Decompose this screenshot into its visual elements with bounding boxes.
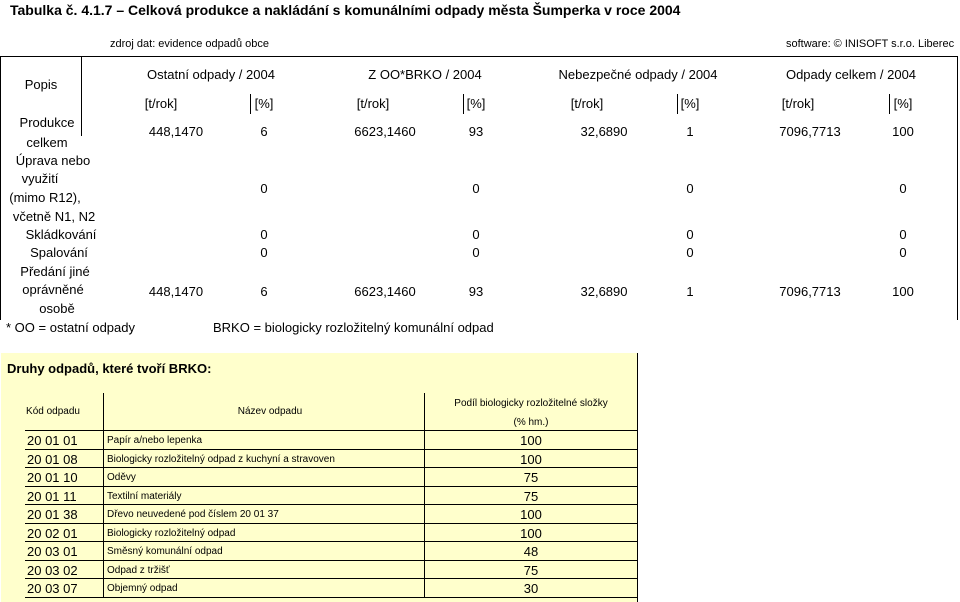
footnote-brko: BRKO = biologicky rozložitelný komunální odpad <box>213 320 494 335</box>
cell-value: 0 <box>472 181 480 196</box>
unit-divider <box>250 94 251 114</box>
grid-line <box>25 597 637 598</box>
row-label: Předání jiné <box>20 264 90 279</box>
waste-name: Papír a/nebo lepenka <box>107 435 203 446</box>
grid-line <box>25 523 637 524</box>
waste-share: 100 <box>520 526 542 541</box>
column-header-code: Kód odpadu <box>26 406 80 417</box>
group-header: Ostatní odpady / 2004 <box>147 67 275 82</box>
unit-header: [%] <box>466 96 486 111</box>
waste-share: 100 <box>520 507 542 522</box>
popis-divider <box>81 56 82 136</box>
waste-name: Textilní materiály <box>107 491 182 502</box>
waste-name: Objemný odpad <box>107 583 178 594</box>
unit-divider <box>677 94 678 114</box>
row-label: využití <box>21 171 59 186</box>
grid-line <box>25 467 637 468</box>
cell-value: 6623,1460 <box>354 284 416 299</box>
grid-line <box>103 393 104 597</box>
grid-line <box>25 560 637 561</box>
cell-value: 6 <box>260 284 268 299</box>
cell-value: 7096,7713 <box>779 124 841 139</box>
row-label: Spalování <box>30 245 88 260</box>
waste-code: 20 01 10 <box>27 470 78 485</box>
cell-value: 32,6890 <box>580 124 628 139</box>
group-header: Nebezpečné odpady / 2004 <box>558 67 718 82</box>
cell-value: 0 <box>899 245 907 260</box>
waste-code: 20 02 01 <box>27 526 78 541</box>
waste-share: 100 <box>520 433 542 448</box>
brko-title: Druhy odpadů, které tvoří BRKO: <box>7 361 212 376</box>
waste-code: 20 01 01 <box>27 433 78 448</box>
cell-value: 100 <box>892 284 914 299</box>
unit-header: [t/rok] <box>356 96 390 111</box>
column-header-name: Název odpadu <box>237 406 303 417</box>
waste-name: Směsný komunální odpad <box>107 546 223 557</box>
unit-header: [t/rok] <box>781 96 815 111</box>
column-header-share-unit: (% hm.) <box>513 417 549 428</box>
waste-code: 20 03 01 <box>27 544 78 559</box>
grid-line <box>25 504 637 505</box>
row-label: Skládkování <box>25 227 97 242</box>
waste-code: 20 03 02 <box>27 563 78 578</box>
unit-header: [%] <box>893 96 913 111</box>
unit-divider <box>889 94 890 114</box>
waste-name: Oděvy <box>107 472 136 483</box>
waste-name: Biologicky rozložitelný odpad z kuchyní a stravoven <box>107 454 335 465</box>
cell-value: 0 <box>686 245 694 260</box>
cell-value: 448,1470 <box>148 124 204 139</box>
unit-header: [t/rok] <box>144 96 178 111</box>
row-label: oprávněné <box>22 282 84 297</box>
waste-code: 20 01 08 <box>27 452 78 467</box>
grid-line <box>25 449 637 450</box>
page-title: Tabulka č. 4.1.7 – Celková produkce a nakládání s komunálními odpady města Šumperka v roce 2004 <box>10 2 681 18</box>
cell-value: 0 <box>686 181 694 196</box>
row-label: Produkce <box>19 115 75 130</box>
row-label: včetně N1, N2 <box>12 209 96 224</box>
waste-name: Odpad z tržišť <box>107 565 170 576</box>
footnote-oo: * OO = ostatní odpady <box>6 320 135 335</box>
waste-name: Biologicky rozložitelný odpad <box>107 528 236 539</box>
waste-code: 20 01 38 <box>27 507 78 522</box>
cell-value: 0 <box>260 245 268 260</box>
cell-value: 7096,7713 <box>779 284 841 299</box>
waste-code: 20 01 11 <box>27 489 77 504</box>
cell-value: 0 <box>686 227 694 242</box>
group-header: Z OO*BRKO / 2004 <box>368 67 482 82</box>
cell-value: 0 <box>899 227 907 242</box>
data-source: zdroj dat: evidence odpadů obce <box>110 38 270 50</box>
row-label: celkem <box>26 135 68 150</box>
waste-share: 30 <box>523 581 539 596</box>
unit-divider <box>463 94 464 114</box>
cell-value: 0 <box>260 227 268 242</box>
grid-line <box>25 541 637 542</box>
unit-header: [%] <box>254 96 274 111</box>
waste-share: 100 <box>520 452 542 467</box>
brko-table <box>1 353 637 602</box>
row-label: Úprava nebo <box>15 153 91 168</box>
cell-value: 0 <box>472 245 480 260</box>
group-header: Odpady celkem / 2004 <box>785 67 917 82</box>
cell-value: 93 <box>468 124 484 139</box>
column-header-share: Podíl biologicky rozložitelné složky <box>454 398 608 409</box>
software-credit: software: © INISOFT s.r.o. Liberec <box>786 38 955 50</box>
cell-value: 0 <box>899 181 907 196</box>
popis-header: Popis <box>24 77 58 92</box>
unit-header: [%] <box>680 96 700 111</box>
cell-value: 93 <box>468 284 484 299</box>
cell-value: 6 <box>260 124 268 139</box>
cell-value: 448,1470 <box>148 284 204 299</box>
grid-line <box>25 578 637 579</box>
waste-share: 48 <box>523 544 539 559</box>
grid-line <box>25 430 637 431</box>
grid-line <box>424 393 425 597</box>
cell-value: 6623,1460 <box>354 124 416 139</box>
cell-value: 1 <box>686 124 694 139</box>
cell-value: 1 <box>686 284 694 299</box>
cell-value: 100 <box>892 124 914 139</box>
grid-line <box>25 486 637 487</box>
grid-line <box>637 353 638 602</box>
row-label: (mimo R12), <box>9 190 81 205</box>
waste-share: 75 <box>523 489 539 504</box>
unit-header: [t/rok] <box>570 96 604 111</box>
cell-value: 0 <box>260 181 268 196</box>
row-label: osobě <box>39 301 75 316</box>
cell-value: 0 <box>472 227 480 242</box>
waste-share: 75 <box>523 470 539 485</box>
waste-name: Dřevo neuvedené pod číslem 20 01 37 <box>107 509 279 520</box>
waste-share: 75 <box>523 563 539 578</box>
waste-code: 20 03 07 <box>27 581 78 596</box>
cell-value: 32,6890 <box>580 284 628 299</box>
